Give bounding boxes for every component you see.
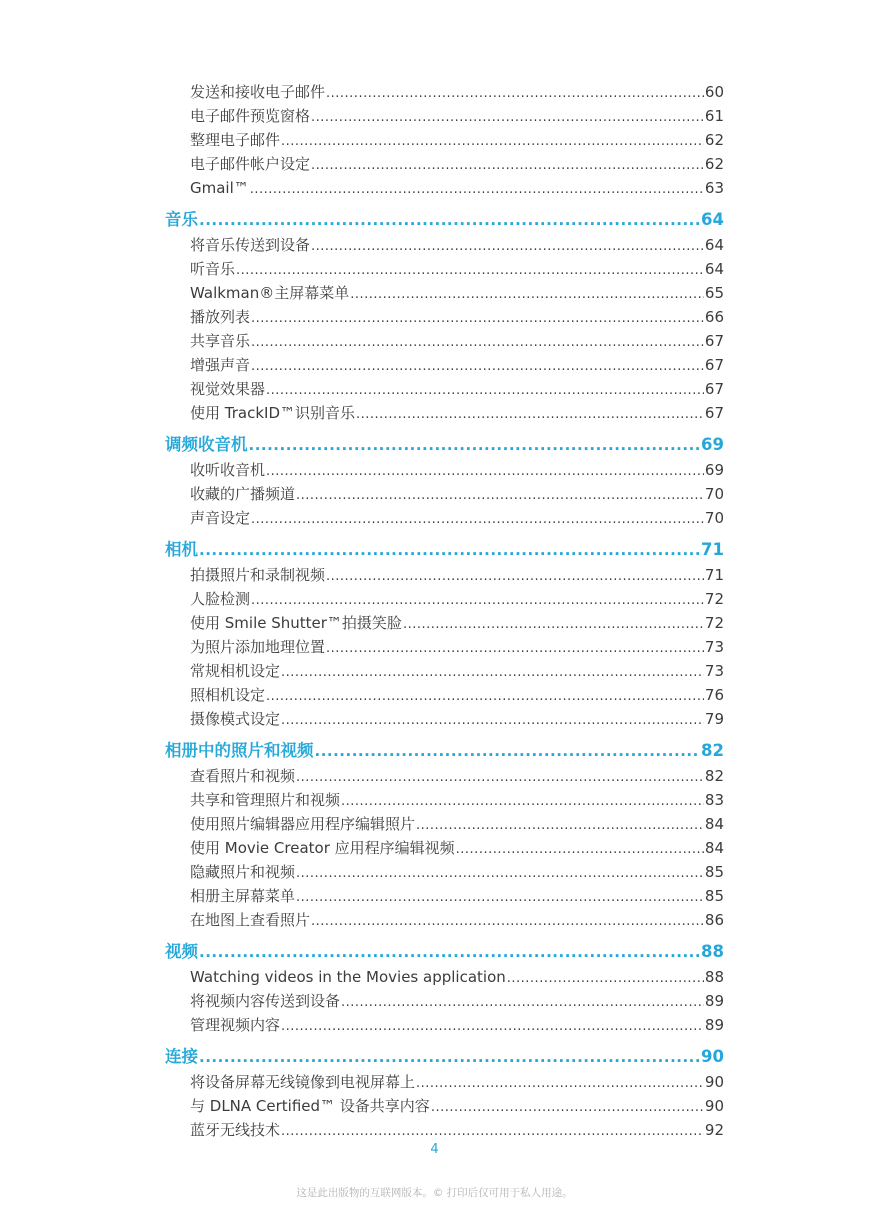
toc-page-number: 90 <box>704 1097 724 1115</box>
toc-title: 音乐 <box>165 210 198 229</box>
toc-entry[interactable] <box>165 1013 724 1037</box>
toc-entry[interactable] <box>165 458 724 482</box>
toc-title: 使用 Movie Creator 应用程序编辑视频 <box>190 839 455 857</box>
toc-entry[interactable] <box>165 233 724 257</box>
toc-title: 声音设定 <box>190 509 251 527</box>
dot-leader <box>251 307 704 331</box>
dot-leader <box>356 403 704 427</box>
toc-page-number: 70 <box>704 509 724 527</box>
toc-page-number: 70 <box>704 485 724 503</box>
toc-entry[interactable] <box>165 908 724 932</box>
toc-entry[interactable] <box>165 1070 724 1094</box>
dot-leader <box>296 886 704 910</box>
toc-entry[interactable] <box>165 128 724 152</box>
toc-title: 隐藏照片和视频 <box>190 863 296 881</box>
dot-leader <box>266 379 704 403</box>
toc-entry[interactable] <box>165 506 724 530</box>
toc-page-number: 61 <box>704 107 724 125</box>
toc-title: 增强声音 <box>190 356 251 374</box>
toc-entry[interactable] <box>165 788 724 812</box>
dot-leader <box>311 106 704 130</box>
dot-leader <box>326 82 704 106</box>
toc-page-number: 85 <box>704 863 724 881</box>
dot-leader <box>431 1096 704 1120</box>
dot-leader <box>456 838 704 862</box>
toc-title: Walkman®主屏幕菜单 <box>190 284 350 302</box>
dot-leader <box>341 790 704 814</box>
toc-entry[interactable] <box>165 176 724 200</box>
dot-leader <box>266 685 704 709</box>
toc-page-number: 89 <box>704 1016 724 1034</box>
toc-title: 使用 TrackID™识别音乐 <box>190 404 355 422</box>
toc-page-number: 67 <box>704 356 724 374</box>
toc-entry[interactable] <box>165 683 724 707</box>
toc-page-number: 84 <box>704 839 724 857</box>
toc-title: 相册中的照片和视频 <box>165 741 314 760</box>
toc-page-number: 90 <box>701 1047 724 1066</box>
toc-page-number: 64 <box>701 210 724 229</box>
toc-page-number: 71 <box>704 566 724 584</box>
dot-leader <box>311 154 704 178</box>
toc-entry[interactable] <box>165 401 724 425</box>
dot-leader <box>281 1015 704 1039</box>
dot-leader <box>236 259 704 283</box>
toc-title: Gmail™ <box>190 179 249 197</box>
dot-leader <box>199 939 700 966</box>
dot-leader <box>281 1120 704 1144</box>
toc-section[interactable] <box>165 737 724 764</box>
toc-entry[interactable] <box>165 281 724 305</box>
toc-page-number: 62 <box>704 131 724 149</box>
toc-page-number: 67 <box>704 380 724 398</box>
toc-page-number: 83 <box>704 791 724 809</box>
dot-leader <box>250 178 704 202</box>
dot-leader <box>251 355 704 379</box>
toc-entry[interactable] <box>165 836 724 860</box>
table-of-contents <box>165 80 724 1142</box>
toc-title: 为照片添加地理位置 <box>190 638 326 656</box>
toc-entry[interactable] <box>165 353 724 377</box>
toc-title: 与 DLNA Certified™ 设备共享内容 <box>190 1097 430 1115</box>
toc-page-number: 67 <box>704 404 724 422</box>
toc-page-number: 72 <box>704 614 724 632</box>
toc-title: 共享和管理照片和视频 <box>190 791 341 809</box>
toc-entry[interactable] <box>165 152 724 176</box>
toc-entry[interactable] <box>165 1118 724 1142</box>
toc-page-number: 64 <box>704 236 724 254</box>
toc-page-number: 85 <box>704 887 724 905</box>
toc-page-number: 86 <box>704 911 724 929</box>
dot-leader <box>315 738 701 765</box>
toc-title: 调频收音机 <box>165 435 248 454</box>
toc-entry[interactable] <box>165 305 724 329</box>
toc-title: 发送和接收电子邮件 <box>190 83 326 101</box>
toc-entry[interactable] <box>165 635 724 659</box>
toc-title: 查看照片和视频 <box>190 767 296 785</box>
toc-page-number: 82 <box>704 767 724 785</box>
footer-notice: 这是此出版物的互联网版本。© 打印后仅可用于私人用途。 <box>296 1187 573 1199</box>
toc-page-number: 69 <box>701 435 724 454</box>
toc-title: 收藏的广播频道 <box>190 485 296 503</box>
dot-leader <box>249 432 701 459</box>
toc-page-number: 73 <box>704 662 724 680</box>
toc-page-number: 92 <box>704 1121 724 1139</box>
toc-page-number: 67 <box>704 332 724 350</box>
toc-title: 将音乐传送到设备 <box>190 236 311 254</box>
toc-page-number: 64 <box>704 260 724 278</box>
toc-page-number: 90 <box>704 1073 724 1091</box>
toc-entry[interactable] <box>165 482 724 506</box>
toc-title: 整理电子邮件 <box>190 131 281 149</box>
toc-page-number: 62 <box>704 155 724 173</box>
toc-title: 视频 <box>165 942 198 961</box>
toc-page-number: 88 <box>701 942 724 961</box>
page-number: 4 <box>430 1142 439 1157</box>
toc-page-number: 76 <box>704 686 724 704</box>
toc-section[interactable] <box>165 206 724 233</box>
toc-title: 将视频内容传送到设备 <box>190 992 341 1010</box>
toc-entry[interactable] <box>165 965 724 989</box>
toc-page-number: 63 <box>704 179 724 197</box>
toc-page-number: 79 <box>704 710 724 728</box>
toc-entry[interactable] <box>165 884 724 908</box>
dot-leader <box>251 589 704 613</box>
dot-leader <box>266 460 704 484</box>
toc-page-number: 84 <box>704 815 724 833</box>
toc-section[interactable] <box>165 938 724 965</box>
toc-title: 将设备屏幕无线镜像到电视屏幕上 <box>190 1073 416 1091</box>
toc-section[interactable] <box>165 536 724 563</box>
toc-title: 相册主屏幕菜单 <box>190 887 296 905</box>
dot-leader <box>281 130 704 154</box>
toc-page-number: 73 <box>704 638 724 656</box>
toc-entry[interactable] <box>165 707 724 731</box>
toc-title: 相机 <box>165 540 198 559</box>
toc-entry[interactable] <box>165 764 724 788</box>
toc-title: 人脸检测 <box>190 590 251 608</box>
dot-leader <box>341 991 704 1015</box>
dot-leader <box>199 537 700 564</box>
dot-leader <box>199 207 700 234</box>
toc-title: 管理视频内容 <box>190 1016 281 1034</box>
toc-entry[interactable] <box>165 812 724 836</box>
toc-page-number: 89 <box>704 992 724 1010</box>
toc-title: 在地图上查看照片 <box>190 911 311 929</box>
dot-leader <box>403 613 704 637</box>
toc-title: 电子邮件帐户设定 <box>190 155 311 173</box>
dot-leader <box>416 814 704 838</box>
dot-leader <box>326 565 704 589</box>
toc-title: 电子邮件预览窗格 <box>190 107 311 125</box>
toc-page-number: 65 <box>704 284 724 302</box>
dot-leader <box>507 967 704 991</box>
toc-page-number: 72 <box>704 590 724 608</box>
dot-leader <box>350 283 704 307</box>
dot-leader <box>296 766 704 790</box>
dot-leader <box>311 235 704 259</box>
toc-title: 使用 Smile Shutter™拍摄笑脸 <box>190 614 402 632</box>
toc-title: 摄像模式设定 <box>190 710 281 728</box>
toc-title: 蓝牙无线技术 <box>190 1121 281 1139</box>
toc-page-number: 60 <box>704 83 724 101</box>
dot-leader <box>251 508 704 532</box>
toc-entry[interactable] <box>165 257 724 281</box>
dot-leader <box>311 910 704 934</box>
toc-page-number: 71 <box>701 540 724 559</box>
toc-entry[interactable] <box>165 587 724 611</box>
toc-title: 播放列表 <box>190 308 251 326</box>
toc-page-number: 66 <box>704 308 724 326</box>
dot-leader <box>251 331 704 355</box>
toc-title: 使用照片编辑器应用程序编辑照片 <box>190 815 416 833</box>
toc-title: Watching videos in the Movies application <box>190 968 506 986</box>
toc-title: 听音乐 <box>190 260 236 278</box>
dot-leader <box>281 661 704 685</box>
toc-section[interactable] <box>165 1043 724 1070</box>
toc-entry[interactable] <box>165 377 724 401</box>
toc-entry[interactable] <box>165 860 724 884</box>
toc-section[interactable] <box>165 431 724 458</box>
toc-entry[interactable] <box>165 329 724 353</box>
toc-entry[interactable] <box>165 989 724 1013</box>
toc-entry[interactable] <box>165 1094 724 1118</box>
toc-title: 拍摄照片和录制视频 <box>190 566 326 584</box>
toc-page-number: 82 <box>701 741 724 760</box>
toc-title: 收听收音机 <box>190 461 266 479</box>
toc-page-number: 88 <box>704 968 724 986</box>
dot-leader <box>326 637 704 661</box>
dot-leader <box>296 484 704 508</box>
toc-entry[interactable] <box>165 104 724 128</box>
toc-entry[interactable] <box>165 80 724 104</box>
toc-entry[interactable] <box>165 659 724 683</box>
toc-title: 连接 <box>165 1047 198 1066</box>
toc-entry[interactable] <box>165 611 724 635</box>
dot-leader <box>416 1072 704 1096</box>
toc-title: 视觉效果器 <box>190 380 266 398</box>
dot-leader <box>199 1044 700 1071</box>
dot-leader <box>281 709 704 733</box>
toc-title: 共享音乐 <box>190 332 251 350</box>
toc-title: 照相机设定 <box>190 686 266 704</box>
toc-page-number: 69 <box>704 461 724 479</box>
toc-title: 常规相机设定 <box>190 662 281 680</box>
toc-entry[interactable] <box>165 563 724 587</box>
dot-leader <box>296 862 704 886</box>
